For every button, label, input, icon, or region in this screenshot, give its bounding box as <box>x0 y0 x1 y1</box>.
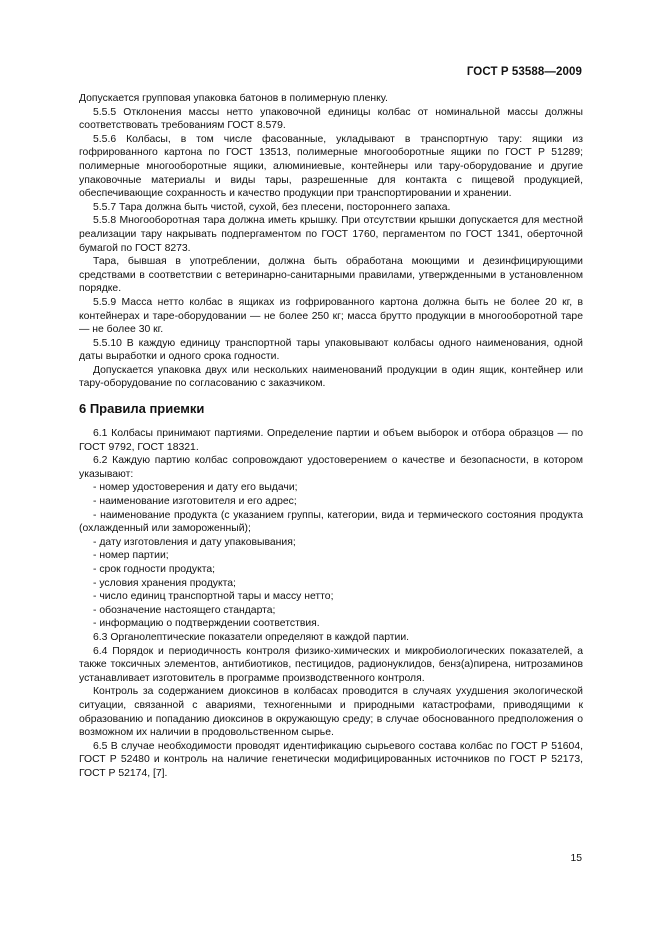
paragraph: 6.1 Колбасы принимают партиями. Определение партии и объем выборок и отбора образцов — по ГОСТ 9792, ГОСТ 18321. <box>79 428 583 453</box>
paragraph: Допускается групповая упаковка батонов в полимерную пленку. <box>79 93 388 104</box>
list-item: - дату изготовления и дату упаковывания; <box>93 536 296 548</box>
paragraph: 5.5.6 Колбасы, в том числе фасованные, укладывают в транспортную тару: ящики из гофрированного картона по ГОСТ 13513, полимерные многооборотные ящики по ГОСТ Р 51289; полимерные многооборотные ящики, алюминиевые, контейнеры или тару-оборудование и другие упаковочные материалы и виды тары, разрешенные для контакта с пищевой продукцией, обеспечивающие сохранность и качество продукции при транспортировании и хранении. <box>79 133 583 200</box>
list-item: - номер удостоверения и дату его выдачи; <box>93 482 298 494</box>
paragraph: Тара, бывшая в употреблении, должна быть обработана моющими и дезинфицирующими средствами в соответствии с ветеринарно-санитарными правилами, утвержденными в установленном порядке. <box>79 256 583 295</box>
paragraph: 5.5.10 В каждую единицу транспортной тары упаковывают колбасы одного наименования, одной даты выработки и одного срока годности. <box>79 337 583 363</box>
paragraph: 6.3 Органолептические показатели определяют в каждой партии. <box>93 631 410 643</box>
paragraph: 6.2 Каждую партию колбас сопровождают удостоверением о качестве и безопасности, в котором указывают: <box>79 455 583 480</box>
page-number: 15 <box>570 853 582 864</box>
list-item: - наименование изготовителя и его адрес; <box>93 496 297 508</box>
list-item: - информацию о подтверждении соответствия. <box>93 618 320 630</box>
list-item: - наименование продукта (с указанием группы, категории, вида и термического состояния продукта (охлажденный или замороженный); <box>79 509 583 535</box>
paragraph: 5.5.5 Отклонения массы нетто упаковочной единицы колбас от номинальной массы должны соответствовать требованиям ГОСТ 8.579. <box>79 106 583 132</box>
document-body <box>79 92 583 781</box>
document-header: ГОСТ Р 53588—2009 <box>466 66 582 78</box>
paragraph: Допускается упаковка двух или нескольких наименований продукции в один ящик, контейнер или тару-оборудование по согласованию с заказчиком. <box>79 364 583 390</box>
list-item: - число единиц транспортной тары и массу нетто; <box>93 591 334 603</box>
paragraph: 6.4 Порядок и периодичность контроля физико-химических и микробиологических показателей, а также токсичных элементов, антибиотиков, пестицидов, радионуклидов, бенз(а)пирена, нитрозаминов устанавливает изготовитель в программе производственного контроля. <box>79 645 583 684</box>
paragraph: 5.5.9 Масса нетто колбас в ящиках из гофрированного картона должна быть не более 20 кг, в контейнерах и таре-оборудовании — не более 250 кг; масса брутто продукции в многооборотной таре — не более 30 кг. <box>79 296 583 336</box>
list-item: - номер партии; <box>93 550 169 562</box>
paragraph: 5.5.8 Многооборотная тара должна иметь крышку. При отсутствии крышки допускается для местной реализации тару накрывать подпергаментом по ГОСТ 1760, пергаментом по ГОСТ 1341, оберточной бумагой по ГОСТ 8273. <box>79 215 583 254</box>
list-item: - условия хранения продукта; <box>93 577 236 589</box>
paragraph: Контроль за содержанием диоксинов в колбасах проводится в случаях ухудшения экологической ситуации, связанной с авариями, техногенными и природными катастрофами, приводящими к образованию и попаданию диоксинов в окружающую среду; в случае обоснованного предположения о возможном их наличии в продовольственном сырье. <box>79 686 583 739</box>
paragraph: 5.5.7 Тара должна быть чистой, сухой, без плесени, постороннего запаха. <box>93 201 451 213</box>
list-item: - срок годности продукта; <box>93 564 216 575</box>
paragraph: 6.5 В случае необходимости проводят идентификацию сырьевого состава колбас по ГОСТ Р 51604, ГОСТ Р 52480 и контроль на наличие генетически модифицированных источников по ГОСТ Р 52173, ГОСТ Р 52174, [7]. <box>79 740 583 779</box>
section-heading: 6 Правила приемки <box>79 401 205 417</box>
list-item: - обозначение настоящего стандарта; <box>93 604 276 616</box>
